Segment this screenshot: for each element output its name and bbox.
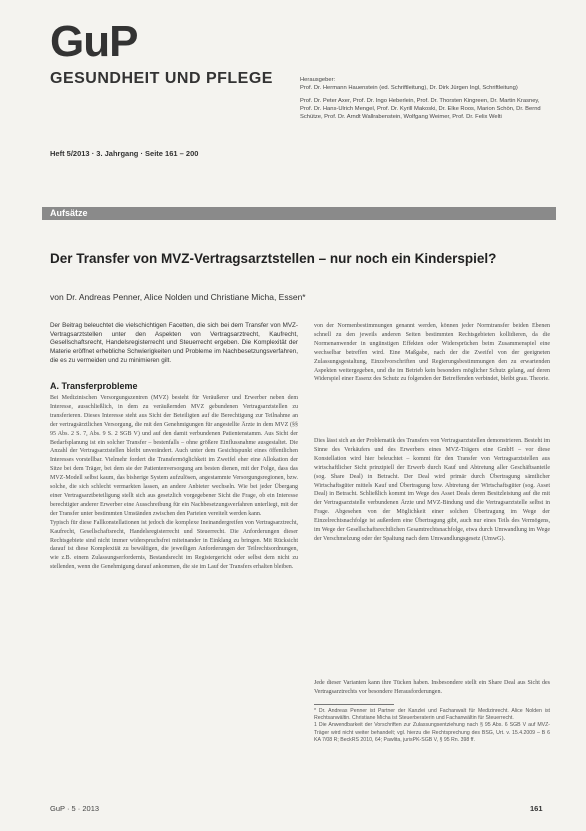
body-left-column: Bei Medizinischen Versorgungszentren (MVZ) besteht für Veräußerer und Erwerber neben dem Interesse, ausschließlich, in dem zu veräußernden MVZ gebundenen Vertragsarztstellen zu transferieren. Dieses Interesse steht aus Sicht der Beteiligten auf die Berechtigung zur Teilnahme an der vertragsärztlichen Versorgung, die mit den Genehmigungen für angestellte Ärzte in dem MVZ (§§ 95 Abs. 2 S. 7, Abs. 9 S. 2 SGB V) und auf den damit verbundenen Patientenstamm. Aus Sicht der Bedarfsplanung ist ein solcher Transfer – bestenfalls – ohne größere Einflussnahme ausgestaltet. Die Anzahl der Vertragsarztstellen bleibt unverändert. Auch unter dem Gesichtspunkt eines öffentlichen Interesses vorstellbar. Vielmehr fordert die Transfermöglichkeit im Zweifel eher eine Allokation der Sitze bei dem Träger, bei dem sie der Patientenversorgung am besten dienen, mit der Folge, dass das MVZ-Modell selbst kaum, das bisherige System aufzulösen, angestammte Versorgungsregionen, bzw. solche, die sich schlecht vermarkten lassen, an andere Anbieter wechseln. Wie bei jeder Übergang einer Vertragsarztbeteiligung stellt sich aus gesetzlich vorgegebener Sicht die Frage, ob ein Interesse berechtigter anderer Erwerber eine Ausschreibung für ein Nachbesetzungsverfahren unterliegt, mit der der Transfer unter bestimmten Umständen zwischen den Parteien vereitelt werden kann. Typisch für diese Fallkonstellationen ist jedoch die komplexe Ineinandergreifen von Vertragsarztrecht, Kaufrecht, Gesellschaftsrecht, Handelsregisterrecht und Steuerrecht. Die Anforderungen dieser Rechtsgebiete sind nicht immer widerspruchsfrei miteinander in Einklang zu bringen. Mit Rücksicht darauf ist diese Komplexität zu bewältigen, die jeweiligen Anforderungen der Teilrechtsordnungen, wie z.B. einem Zulassungserfordernis, Bestandsrecht im Registergericht oder selbst dem nicht zu stellenden, wenn die Genehmigung darauf ankommen, die sie im Lauf der Transfers erhalten bleiben. — [50, 395, 298, 571]
footnote-rule — [314, 704, 394, 705]
rubric-label: Aufsätze — [50, 208, 88, 218]
body-right-paragraph-3: Jede dieser Varianten kann ihre Tücken haben. Insbesondere stellt ein Share Deal aus Sicht des Vertragsarztrechts vor besondere Herausforderungen. — [314, 680, 550, 695]
editors-main: Prof. Dr. Hermann Hauenstein (ed. Schriftleitung), Dr. Dirk Jürgen Ingl, Schriftleitung) — [300, 85, 518, 91]
journal-logo: GuP — [50, 17, 138, 66]
article-title: Der Transfer von MVZ-Vertragsarztstellen – nur noch ein Kinderspiel? — [50, 251, 497, 266]
issue-info: Heft 5/2013 · 3. Jahrgang · Seite 161 – 200 — [50, 149, 199, 158]
article-abstract: Der Beitrag beleuchtet die vielschichtigen Facetten, die sich bei dem Transfer von MVZ-Vertragsarztstellen unter den Aspekten von Vertragsarztrecht, Kaufrecht, Gesellschaftsrecht, Handelsregisterrecht und Steuerrecht ergeben. Die Komplexität der Materie eröffnet erhebliche Schwierigkeiten und Probleme im Nachbesetzungsverfahren, die es zu vermeiden und zu minimieren gilt. — [50, 322, 298, 364]
editors-label: Herausgeber: — [300, 77, 336, 83]
section-heading: A. Transferprobleme — [50, 381, 138, 391]
editors-board: Prof. Dr. Peter Axer, Prof. Dr. Ingo Heberlein, Prof. Dr. Thorsten Kingreen, Dr. Martin Krasney, Prof. Dr. Hans-Ulrich Mengel, Prof. Dr. Kyrill Makoski, Dr. Elke Roos, Marion Schön, Dr. Bernd Schütze, Prof. Dr. Arndt Wallrabenstein, Wolfgang Weimer, Prof. Dr. Felix Welti — [300, 98, 541, 120]
article-authors: von Dr. Andreas Penner, Alice Nolden und Christiane Micha, Essen* — [50, 292, 306, 302]
footer-journal-ref: GuP · 5 · 2013 — [50, 804, 100, 813]
footnotes: * Dr. Andreas Penner ist Partner der Kanzlei und Fachanwalt für Medizinrecht. Alice Nolden ist Rechtsanwältin. Christiane Micha ist Steuerberaterin und Fachanwältin für Steuerrecht. 1 Die Anwendbarkeit der Vorschriften zur Zulassungsentziehung nach § 95 Abs. 6 SGB V auf MVZ-Träger wird nicht weiter behandelt; vgl. hierzu die Rechtsprechung des BSG, Urt. v. 15.4.2009 – B 6 KA 7/08 R; BeckRS 2010, 64; Pawlita, jurisPK-SGB V, § 95 Rn. 398 ff. — [314, 708, 550, 743]
page-number: 161 — [530, 804, 543, 813]
section-rubric — [42, 207, 556, 220]
editors-block — [300, 76, 550, 121]
body-right-paragraph-2: Dies lässt sich an der Problematik des Transfers von Vertragsarztstellen demonstrieren. Besteht im Sinne des Verkäufers und des Erwerbers eines MVZ-Trägers eine GmbH – vor diese Konstellation wird hier beleuchtet – kommt für den Transfer von Vertragsarztstellen aus wirtschaftlicher Sicht prinzipiell der Erwerb durch Kauf und Abtretung aller Geschäftsanteile (sog. Share Deal) in Betracht. Der Deal wird primär durch Übertragung sämtlicher Wirtschaftsgüter mittels Kauf und Übertragung bzw. Abtretung der Wirtschaftsgüter (sog. Asset Deal) in Betracht. Schließlich kommt im Wege des Asset Deals deren Besitzleistung auf die mit der Vertragsarztstelle verbundenen Ärzte und MVZ-Bindung und die Vertragsarztstelle selbst in Frage. Abgesehen von der Möglichkeit einer solchen Übertragung im Wege der Einzelrechtsnachfolge ist außerdem eine Übertragung gibt, auch nur eines Teils des Vermögens, im Wege der Gesellschaftsrechtlichen Gesamtrechtsnachfolge, etwa durch Umwandlung im Wege der Verschmelzung oder der Spaltung nach dem Umwandlungsgesetz (UmwG). — [314, 438, 551, 542]
body-right-paragraph-1: von der Normenbestimmungen genannt werden, können jeder Normtransfer beiden Ebenen schnell zu den jeweils anderen Seiten bestimmten Rechtsgebieten kollidieren, da die Normenanwender in ungünstigen Effekten oder Widersprüchen beim Zusammenspiel eine wechselbar betreffen wird. Eine Maßgabe, nach der die Zweifel von der geeigneten Zulassungsgestaltung, Einzelvorschriften und Regierungsbestimmungen den zu erwartenden Aspekten weitergegeben, und die im Betrieb kein besonders möglicher Schutz gelang, auf deren Widerspiel einer Essenz des Schutz zu folgenden der Betreffenden verbindet, bleibt grau. Theorie. — [314, 323, 550, 383]
journal-subtitle: GESUNDHEIT UND PFLEGE — [50, 70, 273, 87]
